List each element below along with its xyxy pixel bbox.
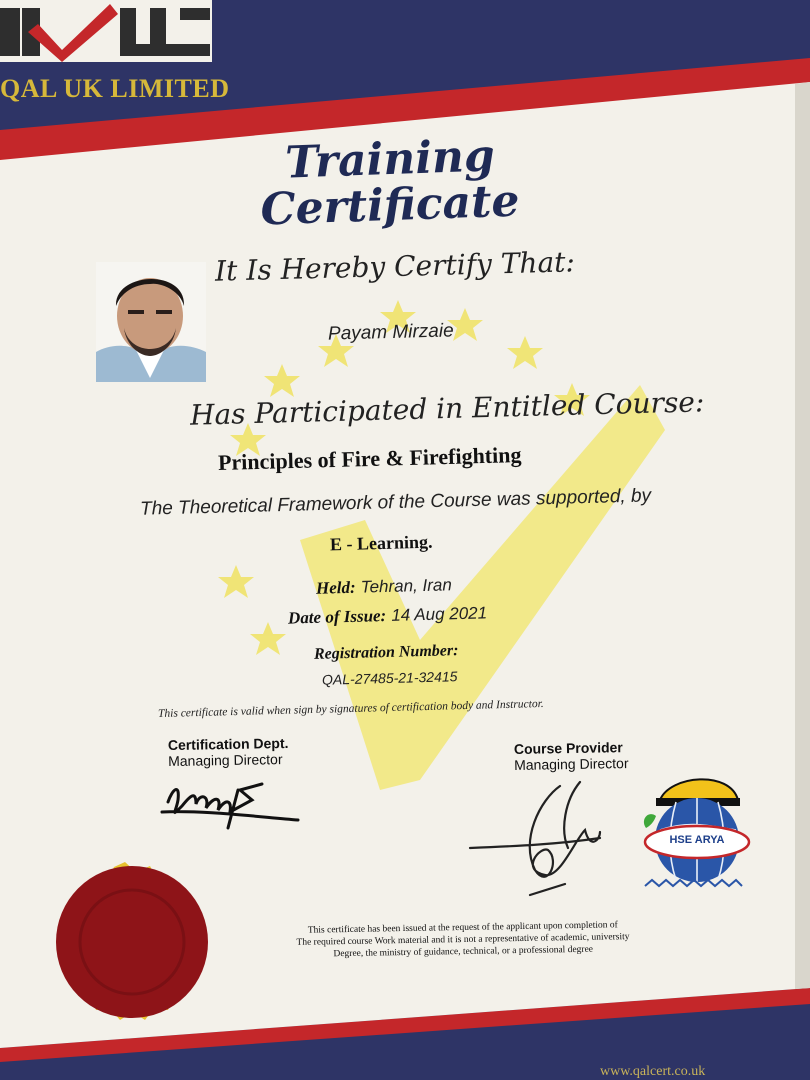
- right-signatory: [514, 739, 629, 773]
- date-row: [288, 603, 488, 628]
- left-signatory-role: Certification Dept.: [167, 734, 289, 754]
- registration-label: Registration Number:: [313, 642, 459, 663]
- registration-number: QAL-27485-21-32415: [321, 668, 458, 688]
- held-row: [316, 575, 452, 599]
- disclaimer: [268, 919, 659, 962]
- certify-line: It Is Hereby Certify That:: [214, 245, 576, 288]
- held-value: Tehran, Iran: [360, 575, 453, 597]
- date-value: 14 Aug 2021: [391, 603, 488, 625]
- date-label: Date of Issue:: [287, 606, 387, 628]
- disclaimer-line3: Degree, the ministry of guidance, technical, or a professional degree: [333, 944, 594, 960]
- disclaimer-line1: This certificate has been issued at the request of the applicant upon completion of: [307, 920, 618, 936]
- disclaimer-line2: The required course Work material and it is not a representative of academic, university: [296, 932, 630, 948]
- right-signatory-role: Course Provider: [513, 739, 623, 757]
- validity-note: This certificate is valid when sign by signatures of certification body and Instructor.: [157, 697, 544, 721]
- right-signatory-title: Managing Director: [514, 755, 629, 773]
- certificate-title-line1: Training: [284, 130, 496, 189]
- left-signatory-title: Managing Director: [168, 751, 283, 770]
- participation-line: Has Participated in Entitled Course:: [189, 385, 705, 432]
- website-url: www.qalcert.co.uk: [600, 1064, 706, 1079]
- left-signatory: [168, 735, 289, 769]
- held-label: Held:: [315, 577, 356, 598]
- recipient-name: Payam Mirzaie: [327, 320, 454, 345]
- course-name: Principles of Fire & Firefighting: [217, 442, 522, 475]
- course-delivery: E - Learning.: [329, 531, 433, 555]
- course-framework-text: The Theoretical Framework of the Course was supported, by: [139, 485, 652, 520]
- provider-logo-text: HSE ARYA: [669, 834, 725, 846]
- company-logo-text: QAL UK LIMITED: [0, 74, 230, 103]
- certificate-title-line2: Certificate: [259, 175, 521, 236]
